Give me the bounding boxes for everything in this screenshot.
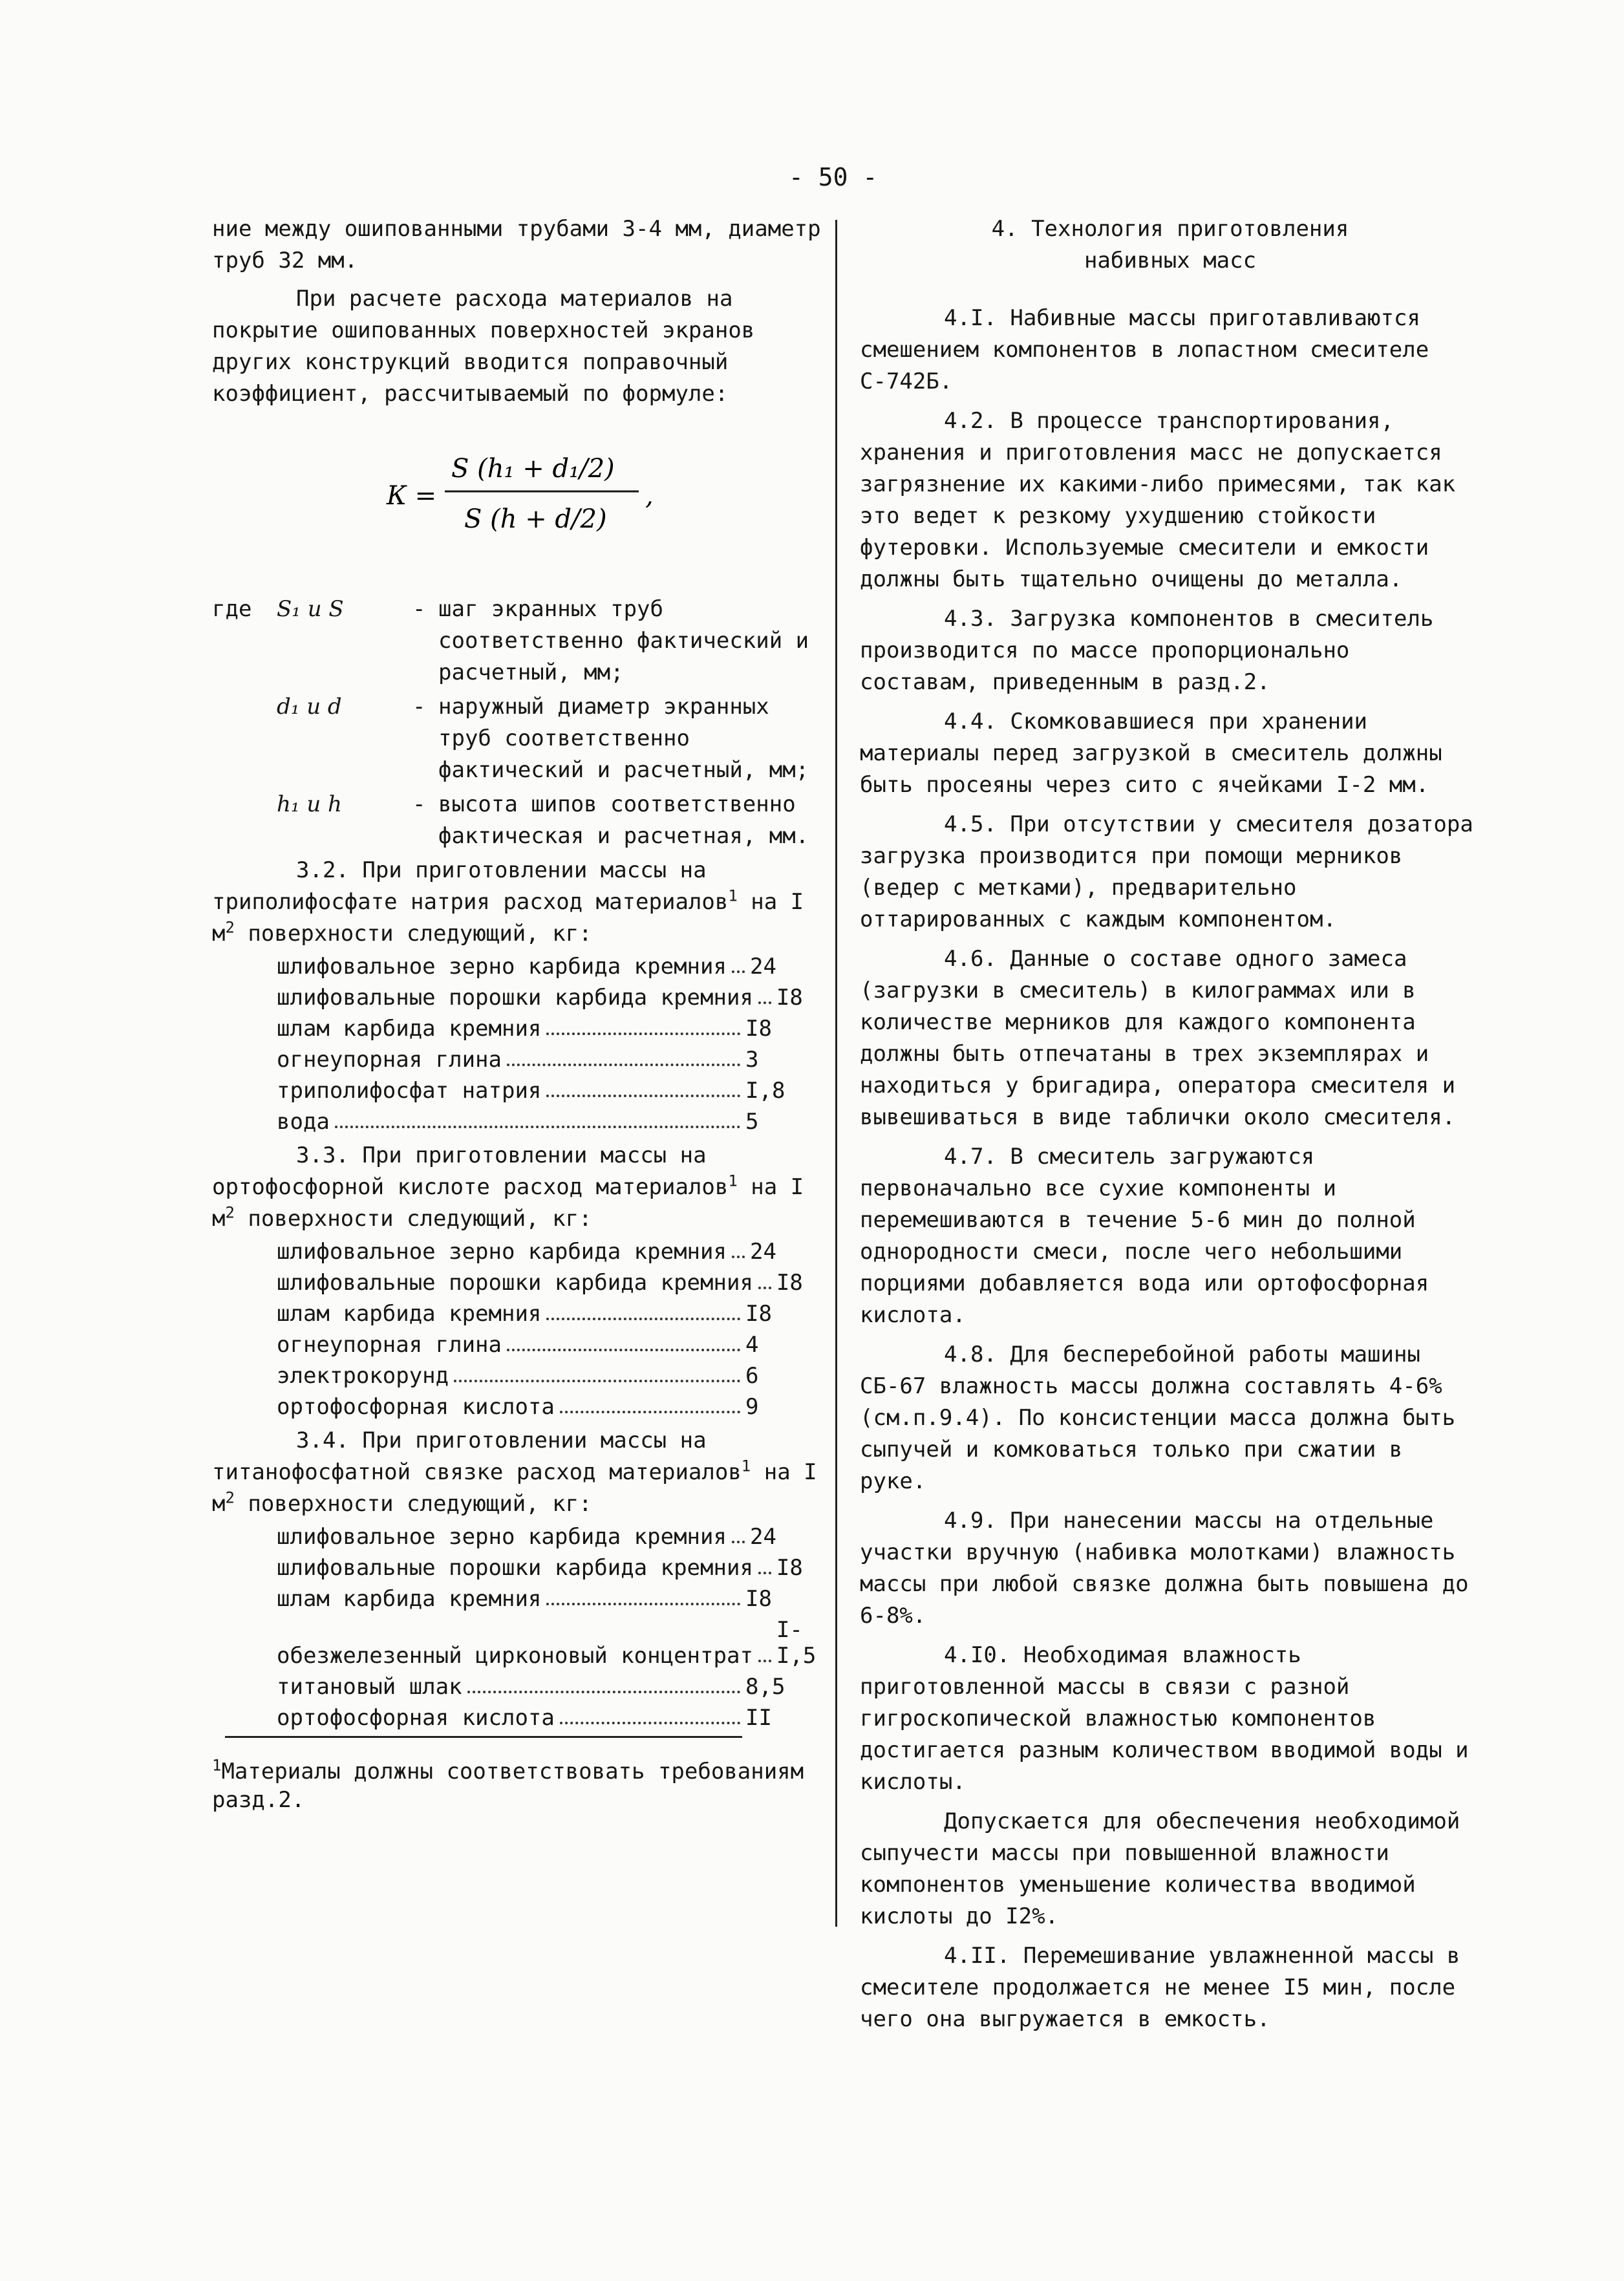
paragraph-4-8: 4.8. Для бесперебойной работы машины СБ-67 влажность массы должна составлять 4-6% (см.п.9.4). По консистенции масса должна быть сыпучей и комковаться только при сжатии в руке. [860, 1342, 1456, 1494]
material-name: шлифовальное зерно карбида кремния [277, 1239, 727, 1265]
right-column [860, 213, 1480, 2043]
leader-dots [758, 1287, 771, 1289]
material-value: I8 [776, 985, 803, 1011]
leader-dots [732, 1541, 745, 1543]
material-row [277, 1078, 807, 1104]
material-name: шлифовальные порошки карбида кремния [277, 985, 753, 1011]
definition-text: высота шипов соответственно фактическая и расчетная, мм. [438, 791, 809, 849]
paragraph-4-10: 4.I0. Необходимая влажность приготовленной массы в связи с разной гигроскопической влажностью компонентов достигается разным количеством вводимой воды и кислоты. [860, 1642, 1469, 1795]
material-name: огнеупорная глина [277, 1332, 502, 1358]
materials-list-3-4 [277, 1524, 817, 1731]
definition-text: шаг экранных труб соответственно фактический и расчетный, мм; [438, 596, 809, 685]
formula-numerator: S (h₁ + d₁/2) [451, 454, 615, 484]
material-row [277, 954, 807, 980]
leader-dots [560, 1411, 740, 1413]
material-value: 6 [745, 1363, 759, 1389]
leader-dots [507, 1349, 740, 1351]
material-value: 24 [749, 954, 776, 980]
material-row [277, 1270, 807, 1296]
paragraph-4-12: 4.II. Перемешивание увлажненной массы в смесителе продолжается не менее I5 мин, после чего она выгружается в емкость. [860, 1943, 1460, 2032]
material-row [277, 1239, 807, 1265]
formula-graphic [374, 419, 710, 574]
paragraph-4-2: 4.2. В процессе транспортирования, хранения и приготовления масс не допускается загрязнение их какими-либо примесями, так как это ведет к резкому ухудшению стойкости футеровки. Используемые смесители и емкости должны быть тщательно очищены до металла. [860, 408, 1456, 592]
left-column [212, 213, 833, 1814]
leader-dots [507, 1064, 740, 1066]
material-value: I8 [745, 1301, 772, 1327]
material-name: ортофосфорная кислота [277, 1394, 555, 1420]
material-value: 24 [749, 1524, 776, 1550]
formula-comma: , [645, 481, 654, 511]
material-name: титановый шлак [277, 1674, 462, 1700]
definition-symbol: h₁ и h [277, 791, 342, 817]
paragraph-4-9: 4.9. При нанесении массы на отдельные участки вручную (набивка молотками) влажность массы при любой связке должна быть повышена до 6-8%. [860, 1508, 1469, 1629]
material-value: I8 [776, 1270, 803, 1296]
paragraph-4-3: 4.3. Загрузка компонентов в смеситель производится по массе пропорционально составам, приведенным в разд.2. [860, 606, 1434, 695]
section-3-4-intro: 3.4. При приготовлении массы на титанофосфатной связке расход материалов$^1$ на I $м^2$ поверхности следующий, кг: [212, 1428, 817, 1517]
material-value: I8 [745, 1016, 772, 1042]
section-3-2-intro: 3.2. При приготовлении массы на триполифосфате натрия расход материалов$^1$ на I $м^2$ поверхности следующий, кг: [212, 857, 804, 947]
leader-dots [560, 1722, 740, 1724]
material-row [277, 1016, 807, 1042]
formula-lhs: К = [387, 481, 437, 511]
material-row [277, 1332, 807, 1358]
material-name: триполифосфат натрия [277, 1078, 542, 1104]
footnote-separator [225, 1736, 742, 1738]
paragraph-4-6: 4.6. Данные о составе одного замеса (загрузки в смеситель) в килограммах или в количестве мерников для каждого компонента должны быть отпечатаны в трех экземплярах и находиться у бригадира, оператора смесителя и вывешиваться в виде таблички около смесителя. [860, 946, 1456, 1130]
material-name: шлифовальные порошки карбида кремния [277, 1555, 753, 1581]
material-row [277, 1555, 807, 1581]
material-row [277, 1674, 807, 1700]
leader-dots [732, 1256, 745, 1258]
material-value: I,8 [745, 1078, 785, 1104]
leader-dots [758, 1001, 771, 1004]
material-row [277, 1705, 807, 1731]
material-row [277, 1363, 807, 1389]
material-name: обезжелезенный цирконовый концентрат [277, 1643, 753, 1669]
material-name: шлам карбида кремния [277, 1586, 542, 1612]
materials-list-3-2 [277, 954, 807, 1135]
definition-row: где S₁ и S - шаг экранных труб соответственно фактический и расчетный, мм; [212, 594, 833, 689]
material-value: I-I,5 [776, 1617, 817, 1669]
material-value: 5 [745, 1109, 759, 1135]
material-value: I8 [776, 1555, 803, 1581]
material-name: огнеупорная глина [277, 1047, 502, 1073]
leader-dots [732, 970, 745, 973]
definition-row: h₁ и h - высота шипов соответственно фактическая и расчетная, мм. [212, 789, 833, 852]
definition-row: d₁ и d - наружный диаметр экранных труб соответственно фактический и расчетный, мм; [212, 691, 833, 786]
material-row [277, 1301, 807, 1327]
material-value: 4 [745, 1332, 759, 1358]
paragraph-continuation: ние между ошипованными трубами 3-4 мм, диаметр труб 32 мм. [212, 216, 821, 273]
leader-dots [454, 1380, 740, 1382]
material-row [277, 1047, 807, 1073]
leader-dots [546, 1095, 740, 1097]
formula-denominator: S (h + d/2) [464, 504, 607, 534]
column-divider [835, 220, 837, 1927]
material-value: II [745, 1705, 772, 1731]
definition-symbol: d₁ и d [277, 694, 342, 720]
material-row [277, 1109, 807, 1135]
material-value: 3 [745, 1047, 759, 1073]
paragraph-4-7: 4.7. В смеситель загружаются первоначально все сухие компоненты и перемешиваются в течение 5-6 мин до полной однородности смеси, после чего небольшими порциями добавляется вода или ортофосфорная кислота. [860, 1144, 1429, 1328]
material-name: шлифовальные порошки карбида кремния [277, 1270, 753, 1296]
material-row [277, 1617, 817, 1669]
material-name: шлам карбида кремния [277, 1301, 542, 1327]
leader-dots [546, 1603, 740, 1605]
right-paragraphs [860, 303, 1480, 2035]
paragraph-4-5: 4.5. При отсутствии у смесителя дозатора загрузка производится при помощи мерников (ведер с метками), предварительно оттарированных с каждым компонентом. [860, 811, 1473, 932]
material-value: 9 [745, 1394, 759, 1420]
section-heading-line2: набивных масс [1084, 248, 1257, 273]
material-value: 24 [749, 1239, 776, 1265]
material-row [277, 1394, 807, 1420]
variable-definitions [212, 594, 833, 852]
paragraph-4-4: 4.4. Скомковавшиеся при хранении материалы перед загрузкой в смеситель должны быть просеяны через сито с ячейками I-2 мм. [860, 709, 1442, 798]
material-name: шлифовальное зерно карбида кремния [277, 954, 727, 980]
material-name: вода [277, 1109, 330, 1135]
leader-dots [546, 1033, 740, 1035]
footnote: $^1$Материалы должны соответствовать требованиям разд.2. [212, 1756, 804, 1813]
materials-list-3-3 [277, 1239, 807, 1420]
leader-dots [467, 1691, 740, 1693]
definition-text: наружный диаметр экранных труб соответственно фактический и расчетный, мм; [438, 694, 809, 783]
material-value: 8,5 [745, 1674, 785, 1700]
paragraph-4-1: 4.I. Набивные массы приготавливаются смешением компонентов в лопастном смесителе С-742Б. [860, 305, 1429, 394]
page-number: - 50 - [789, 163, 878, 191]
leader-dots [546, 1318, 740, 1320]
material-name: шлифовальное зерно карбида кремния [277, 1524, 727, 1550]
leader-dots [758, 1660, 771, 1662]
material-name: ортофосфорная кислота [277, 1705, 555, 1731]
material-value: I8 [745, 1586, 772, 1612]
definition-symbol: где S₁ и S [212, 596, 344, 622]
section-heading: 4. Технология приготовления [991, 216, 1349, 242]
paragraph-4-11: Допускается для обеспечения необходимой сыпучести массы при повышенной влажности компонентов уменьшение количества вводимой кислоты до I2%. [860, 1808, 1460, 1929]
paragraph-coefficient: При расчете расхода материалов на покрытие ошипованных поверхностей экранов других конструкций вводится поправочный коэффициент, рассчитываемый по формуле: [212, 286, 755, 407]
material-row [277, 1586, 807, 1612]
material-row [277, 985, 807, 1011]
formula [212, 419, 833, 581]
section-3-3-intro: 3.3. При приготовлении массы на ортофосфорной кислоте расход материалов$^1$ на I $м^2$ поверхности следующий, кг: [212, 1142, 804, 1232]
leader-dots [758, 1572, 771, 1574]
material-name: электрокорунд [277, 1363, 449, 1389]
material-row [277, 1524, 807, 1550]
leader-dots [335, 1126, 740, 1128]
material-name: шлам карбида кремния [277, 1016, 542, 1042]
